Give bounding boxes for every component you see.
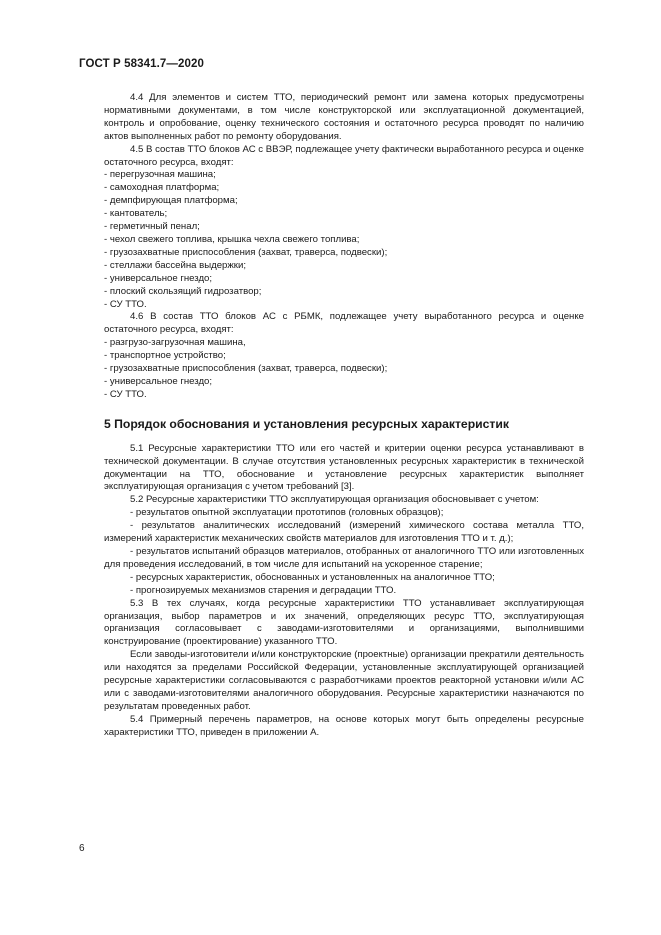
- list-5-2: [104, 507, 584, 597]
- list-item: - стеллажи бассейна выдержки;: [104, 259, 247, 271]
- list-item: - грузозахватные приспособления (захват, траверса, подвески);: [104, 363, 388, 375]
- list-item: - разгрузо-загрузочная машина,: [104, 337, 246, 349]
- paragraph-5-1: 5.1 Ресурсные характеристики ТТО или его частей и критерии оценки ресурса устанавливают в технической документации. В случае отсутствия установленных ресурсных характеристик в технической документации на ТТО, обоснование и установление ресурсных характеристик выполняет эксплуатирующая организация с учетом требований [3].: [104, 442, 584, 493]
- list-item: - кантователь;: [104, 208, 168, 220]
- list-item: - плоский скользящий гидрозатвор;: [104, 285, 262, 297]
- list-item: - СУ ТТО.: [104, 388, 147, 400]
- paragraph-5-3: 5.3 В тех случаях, когда ресурсные характеристики ТТО устанавливает эксплуатирующая организация, выбор параметров и их значений, определяющих ресурс ТТО, эксплуатирующая организация согласовывает с заводами-изготовителями и организациями, выполнившими конструирование (проектирование) указанного ТТО.: [104, 597, 584, 648]
- list-item: - универсальное гнездо;: [104, 375, 213, 387]
- list-item: - результатов испытаний образцов материалов, отобранных от аналогичного ТТО или изготовленных для проведения исследований, в том числе для испытаний на ускоренное старение;: [104, 546, 584, 570]
- paragraph-4-4: 4.4 Для элементов и систем ТТО, периодический ремонт или замена которых предусмотрены нормативными документами, в том числе конструкторской или эксплуатационной документацией, контроль и опробование, оценку технического состояния и остаточного ресурса проводят по наличию актов выполненных работ по ремонту оборудования.: [104, 92, 584, 142]
- section-5-heading: 5 Порядок обоснования и установления ресурсных характеристик: [104, 416, 509, 431]
- list-item: - прогнозируемых механизмов старения и деградации ТТО.: [130, 584, 397, 596]
- paragraph-5-4: 5.4 Примерный перечень параметров, на основе которых могут быть определены ресурсные характеристики ТТО, приведен в приложении А.: [104, 713, 584, 738]
- document-code-header: ГОСТ Р 58341.7—2020: [79, 58, 204, 70]
- list-4-6: [104, 337, 584, 402]
- page-number: 6: [79, 843, 85, 854]
- list-item: - СУ ТТО.: [104, 298, 147, 310]
- list-item: - результатов аналитических исследований (измерений химического состава металла ТТО, измерений характеристик механических свойств материалов для изготовления ТТО и т. д.);: [104, 520, 584, 545]
- list-item: - самоходная платформа;: [104, 182, 220, 194]
- list-item: - универсальное гнездо;: [104, 272, 213, 284]
- paragraph-5-2: 5.2 Ресурсные характеристики ТТО эксплуатирующая организация обосновывает с учетом:: [130, 494, 539, 506]
- list-item: - результатов опытной эксплуатации прототипов (головных образцов);: [130, 507, 444, 519]
- list-item: - ресурсных характеристик, обоснованных и установленных на аналогичное ТТО;: [130, 571, 495, 583]
- list-item: - транспортное устройство;: [104, 350, 226, 362]
- paragraph-4-5: 4.5 В состав ТТО блоков АС с ВВЭР, подлежащее учету фактически выработанного ресурса и оценке остаточного ресурса, входят:: [104, 143, 584, 168]
- list-item: - перегрузочная машина;: [104, 169, 216, 181]
- page-body: [104, 92, 584, 740]
- list-item: - герметичный пенал;: [104, 221, 200, 233]
- list-4-5: [104, 169, 584, 311]
- list-item: - демпфирующая платформа;: [104, 195, 238, 207]
- list-item: - грузозахватные приспособления (захват, траверса, подвески);: [104, 246, 388, 258]
- paragraph-4-6: 4.6 В состав ТТО блоков АС с РБМК, подлежащее учету выработанного ресурса и оценке остаточного ресурса, входят:: [104, 311, 584, 336]
- paragraph-5-3-continued: Если заводы-изготовители и/или конструкторские (проектные) организации прекратили деятельность или находятся за пределами Российской Федерации, установленные эксплуатирующей организацией ресурсные характеристики согласовываются с разработчиками проектов реакторной установки и/или АС или с заводами-изготовителями аналогичного оборудования. Ресурсные характеристики назначаются по результатам проведенных работ.: [104, 649, 584, 712]
- list-item: - чехол свежего топлива, крышка чехла свежего топлива;: [104, 233, 360, 245]
